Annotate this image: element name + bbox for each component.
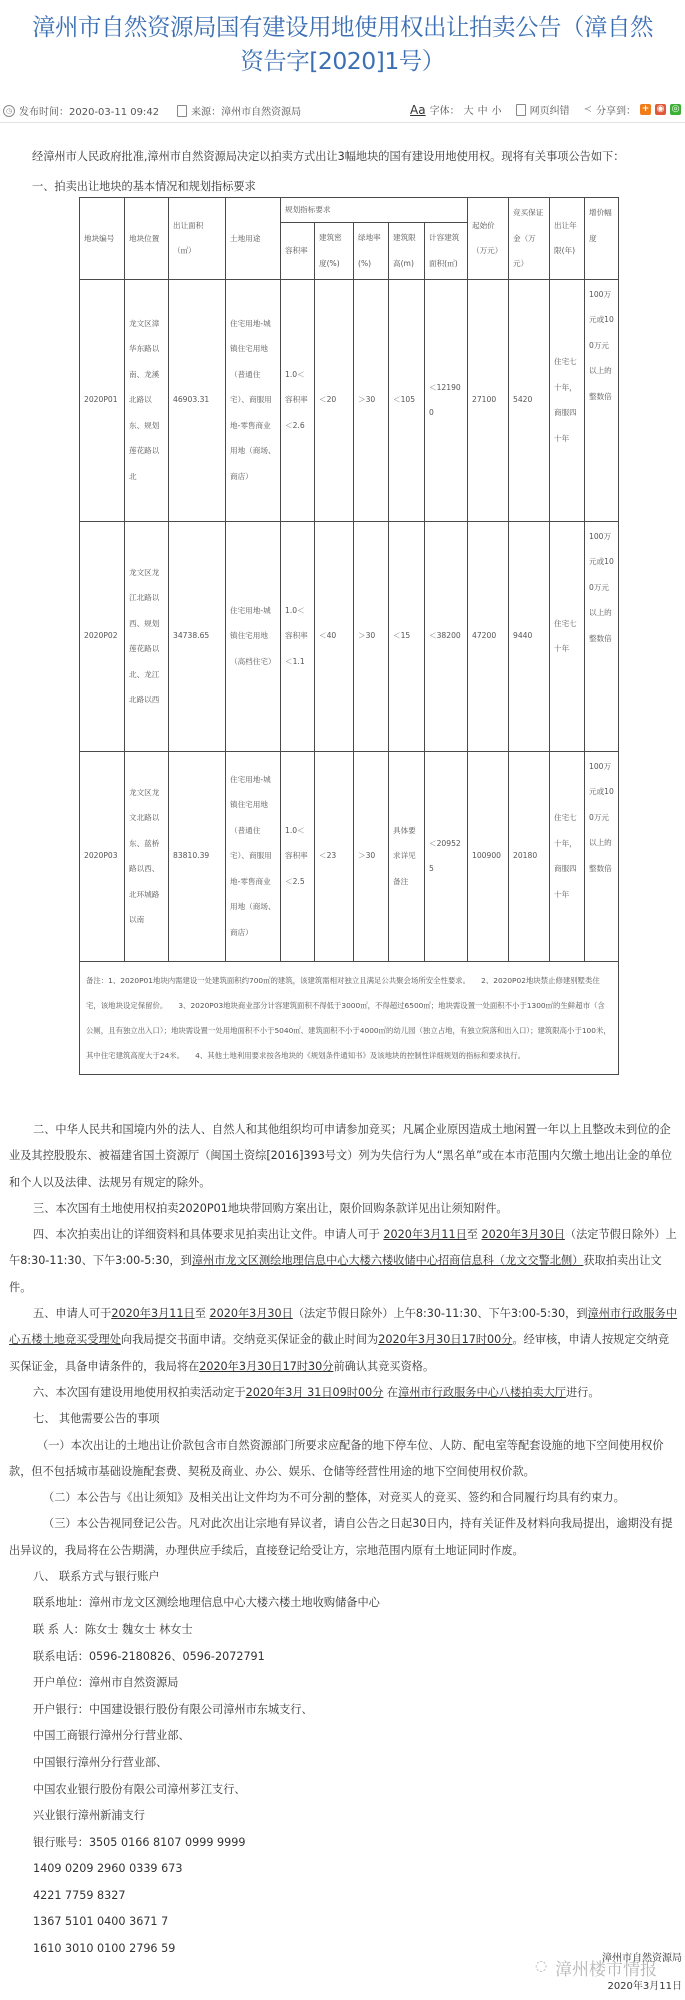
s4-text: 四、本次拍卖出让的详细资料和具体要求见拍卖出让文件。申请人可于: [33, 1228, 384, 1242]
cell-location: 龙文区龙江北路以西、规划莲花路以北、龙江北路以西: [125, 521, 169, 751]
publish-time: 发布时间：2020-03-11 09:42: [19, 107, 160, 118]
font-large-button[interactable]: 大: [463, 106, 474, 117]
bank-item: 中国银行漳州分行营业部、: [33, 1755, 168, 1769]
announcement-body: [9, 1117, 679, 1963]
section-3: 三、本次国有土地使用权拍卖2020P01地块带回购方案出让，限价回购条款详见出让须知附件。: [33, 1201, 508, 1215]
share-weibo-button[interactable]: ◉: [656, 104, 665, 114]
s5-text: 至: [194, 1307, 210, 1321]
s5-place: 漳州市行政服务中心五楼土地竞买受理处: [9, 1307, 678, 1347]
article-meta-bar: [0, 98, 685, 123]
contact-address: 联系地址：漳州市龙文区测绘地理信息中心大楼六楼土地收购储备中心: [33, 1596, 380, 1610]
cell-gfa: ＜121900: [425, 279, 468, 521]
section-1-title: 一、拍卖出让地块的基本情况和规划指标要求: [32, 180, 256, 193]
header-deposit: 竞买保证金（万元）: [509, 198, 550, 280]
section-7-2: （二）本公告与《出让须知》及相关出让文件均为不可分割的整体，对竞买人的竞买、签约和合同履行均具有约束力。: [43, 1491, 625, 1505]
header-green: 绿地率(%): [354, 223, 389, 279]
cell-far: 1.0＜容积率＜2.5: [281, 751, 315, 961]
cell-gfa: ＜38200: [425, 521, 468, 751]
signature: [602, 1952, 682, 1994]
share-icon: ≺: [583, 104, 592, 115]
section-6: [9, 1380, 679, 1406]
s4-place: 漳州市龙文区测绘地理信息中心大楼六楼收储中心招商信息科（龙文交警北侧）: [191, 1254, 584, 1268]
s6-text: 在: [383, 1385, 399, 1399]
cell-height: 具体要求详见备注: [389, 751, 425, 961]
bank-item: 中国工商银行漳州分行营业部、: [33, 1729, 190, 1743]
font-medium-button[interactable]: 中: [477, 106, 488, 117]
error-report-icon: [516, 104, 526, 116]
cell-location: 龙文区龙文北路以东、蓝桥路以西、北环城路以南: [125, 751, 169, 961]
cell-area: 34738.65: [169, 521, 226, 751]
header-use: 土地用途: [226, 198, 281, 280]
header-location: 地块位置: [125, 198, 169, 280]
header-area: 出让面积（㎡）: [169, 198, 226, 280]
cell-density: ＜20: [315, 279, 354, 521]
cell-increment: 100万元或100万元以上的整数倍: [585, 279, 619, 521]
s5-deposit-deadline: 2020年3月30日17时00分: [378, 1333, 513, 1347]
share-wechat-button[interactable]: ◎: [671, 104, 680, 114]
account-item: 1367 5101 0400 3671 7: [33, 1915, 169, 1929]
font-size-icon: Aa: [410, 102, 426, 117]
intro-paragraph: 经漳州市人民政府批准,漳州市自然资源局决定以拍卖方式出让3幅地块的国有建设用地使用权。现将有关事项公告如下：: [32, 150, 625, 163]
account-item: 1409 0209 2960 0339 673: [33, 1862, 183, 1876]
cell-far: 1.0＜容积率＜1.1: [281, 521, 315, 751]
share-more-button[interactable]: +: [641, 104, 650, 114]
cell-area: 83810.39: [169, 751, 226, 961]
section-8-title: 八、 联系方式与银行账户: [33, 1570, 160, 1584]
table-notes-row: [80, 961, 619, 1074]
s6-place: 漳州市行政服务中心八楼拍卖大厅: [398, 1385, 566, 1399]
header-term: 出让年限(年): [550, 198, 585, 280]
header-gfa: 计容建筑面积(㎡): [425, 223, 468, 279]
s5-text: 五、申请人可于: [33, 1307, 112, 1321]
section-2: 二、中华人民共和国境内外的法人、自然人和其他组织均可申请参加竞买；凡属企业原因造成土地闲置一年以上且整改未到位的企业及其控股股东、被福建省国土资源厅（闽国土资综[2016]393号文）列为失信行为人“黑名单”或在本市范围内欠缴土地出让金的单位和个人以及法律、法规另有规定的除外。: [9, 1123, 673, 1189]
page-title: 漳州市自然资源局国有建设用地使用权出让拍卖公告（漳自然资告字[2020]1号）: [32, 13, 653, 75]
header-parcel-no: 地块编号: [80, 198, 125, 280]
bank-item: 兴业银行漳州新浦支行: [33, 1809, 145, 1823]
signature-org: 漳州市自然资源局: [602, 1953, 682, 1964]
cell-start-price: 47200: [468, 521, 509, 751]
font-label: 字体：: [429, 106, 460, 117]
table-notes: 备注：1、2020P01地块内需建设一处建筑面积约700㎡的建筑，该建筑需相对独立且满足公共聚会场所安全性要求。 2、2020P02地块禁止修建别墅类住宅，该地块设定保留价。 3、2020P03地块商业部分计容建筑面积不得低于3000㎡，不得超过6500㎡；地块需设置一处面积不小于1300㎡的生鲜超市（含公厕，且有独立出入口）；地块需设置一处用地面积不小于5040㎡、建筑面积不小于4000㎡的幼儿园（独立占地，有独立院落和出入口）；建筑限高小于100米，其中住宅建筑高度大于24米。 4、其他土地利用要求按各地块的《规划条件通知书》及该地块的控制性详细规划的指标和要求执行。: [80, 961, 619, 1074]
cell-area: 46903.31: [169, 279, 226, 521]
cell-deposit: 9440: [509, 521, 550, 751]
cell-parcel-no: 2020P03: [80, 751, 125, 961]
cell-height: ＜15: [389, 521, 425, 751]
cell-increment: 100万元或100万元以上的整数倍: [585, 521, 619, 751]
bank-item: 中国农业银行股份有限公司漳州芗江支行、: [33, 1782, 246, 1796]
share-label: 分享到：: [596, 106, 636, 117]
s6-text: 六、本次国有建设用地使用权拍卖活动定于: [33, 1385, 246, 1399]
s6-auction-time: 2020年3月 31日09时00分: [245, 1385, 384, 1399]
source: 来源：漳州市自然资源局: [191, 107, 302, 118]
s4-start-date: 2020年3月11日: [383, 1228, 467, 1242]
section-7-3: （三）本公告视同登记公告。凡对此次出让宗地有异议者，请自公告之日起30日内，持有关证件及材料向我局提出，逾期没有提出异议的，我局将在公告期满，办理供应手续后，直接登记给受让方，宗地范围内原有土地证同时作废。: [9, 1517, 673, 1557]
cell-far: 1.0＜容积率＜2.6: [281, 279, 315, 521]
cell-location: 龙文区漳华东路以南、龙溪北路以东、规划莲花路以北: [125, 279, 169, 521]
table-row: [80, 751, 619, 961]
s5-text: （法定节假日除外）上午8:30-11:30、下午3:00-5:30，到: [292, 1307, 588, 1321]
cell-increment: 100万元或100万元以上的整数倍: [585, 751, 619, 961]
cell-use: 住宅用地-城镇住宅用地（普通住宅）、商服用地-零售商业用地（商场、商店）: [226, 279, 281, 521]
watermark-text: 漳州楼市情报: [555, 1960, 657, 1980]
table-header-row: [80, 198, 619, 223]
cell-density: ＜40: [315, 521, 354, 751]
s5-text: 。经审核，申请人按规定交纳竞买保证金，具备申请条件的，我局将在: [9, 1333, 670, 1373]
cell-term: 住宅七十年: [550, 521, 585, 751]
cell-start-price: 27100: [468, 279, 509, 521]
clock-icon: ◷: [3, 105, 15, 117]
cell-parcel-no: 2020P01: [80, 279, 125, 521]
header-start-price: 起始价（万元）: [468, 198, 509, 280]
s5-confirm-time: 2020年3月30日17时30分: [199, 1359, 334, 1373]
s5-end-date: 2020年3月30日: [209, 1307, 293, 1321]
cell-start-price: 100900: [468, 751, 509, 961]
account-item: 银行账号：3505 0166 8107 0999 9999: [33, 1835, 246, 1849]
account-item: 4221 7759 8327: [33, 1888, 126, 1902]
s5-text: 向我局提交书面申请。交纳竞买保证金的截止时间为: [120, 1333, 379, 1347]
cell-gfa: ＜209525: [425, 751, 468, 961]
font-small-button[interactable]: 小: [491, 106, 502, 117]
document-icon: [177, 105, 187, 117]
header-far: 容积率: [281, 223, 315, 279]
section-7-1: （一）本次出让的土地出让价款包含市自然资源部门所要求应配备的地下停车位、人防、配电室等配套设施的地下空间使用权价款，但不包括城市基础设施配套费、契税及商业、办公、娱乐、仓储等经营性用途的地下空间使用权价款。: [9, 1438, 664, 1478]
s6-text: 进行。: [565, 1385, 600, 1399]
cell-green: ＞30: [354, 751, 389, 961]
header-increment: 增价幅度: [585, 198, 619, 280]
wechat-watermark-icon: ◌: [535, 1958, 548, 1974]
header-planning-group: 规划指标要求: [281, 198, 468, 223]
section-7-title: 七、 其他需要公告的事项: [33, 1412, 160, 1426]
cell-green: ＞30: [354, 521, 389, 751]
contact-block: [9, 1590, 679, 1962]
report-error-link[interactable]: 网页纠错: [529, 106, 570, 117]
s4-text: （法定节假日除外）上午8:30-11:30、下午3:00-5:30，到: [9, 1228, 677, 1268]
cell-green: ＞30: [354, 279, 389, 521]
cell-deposit: 20180: [509, 751, 550, 961]
s4-text: 至: [466, 1228, 482, 1242]
cell-density: ＜23: [315, 751, 354, 961]
bank-item: 开户银行：中国建设银行股份有限公司漳州市东城支行、: [33, 1702, 313, 1716]
s5-start-date: 2020年3月11日: [111, 1307, 195, 1321]
table-row: [80, 521, 619, 751]
cell-deposit: 5420: [509, 279, 550, 521]
section-4: [9, 1222, 679, 1301]
header-density: 建筑密度(%): [315, 223, 354, 279]
s4-end-date: 2020年3月30日: [481, 1228, 565, 1242]
contact-phone: 联系电话：0596-2180826、0596-2072791: [33, 1649, 265, 1663]
cell-height: ＜105: [389, 279, 425, 521]
cell-term: 住宅七十年，商服四十年: [550, 279, 585, 521]
account-item: 1610 3010 0100 2796 59: [33, 1942, 176, 1956]
s4-text: 获取拍卖出让文件。: [9, 1254, 662, 1294]
account-unit: 开户单位：漳州市自然资源局: [33, 1676, 179, 1690]
header-height: 建筑限高(m): [389, 223, 425, 279]
table-row: [80, 279, 619, 521]
cell-use: 住宅用地-城镇住宅用地（高档住宅）: [226, 521, 281, 751]
cell-parcel-no: 2020P02: [80, 521, 125, 751]
cell-term: 住宅七十年，商服四十年: [550, 751, 585, 961]
land-parcels-table: [79, 197, 619, 1075]
contact-persons: 联 系 人：陈女士 魏女士 林女士: [33, 1622, 193, 1636]
signature-date: 2020年3月11日: [607, 1981, 682, 1992]
section-5: [9, 1301, 679, 1380]
cell-use: 住宅用地-城镇住宅用地（普通住宅）、商服用地-零售商业用地（商场、商店）: [226, 751, 281, 961]
s5-text: 前确认其竞买资格。: [333, 1359, 435, 1373]
